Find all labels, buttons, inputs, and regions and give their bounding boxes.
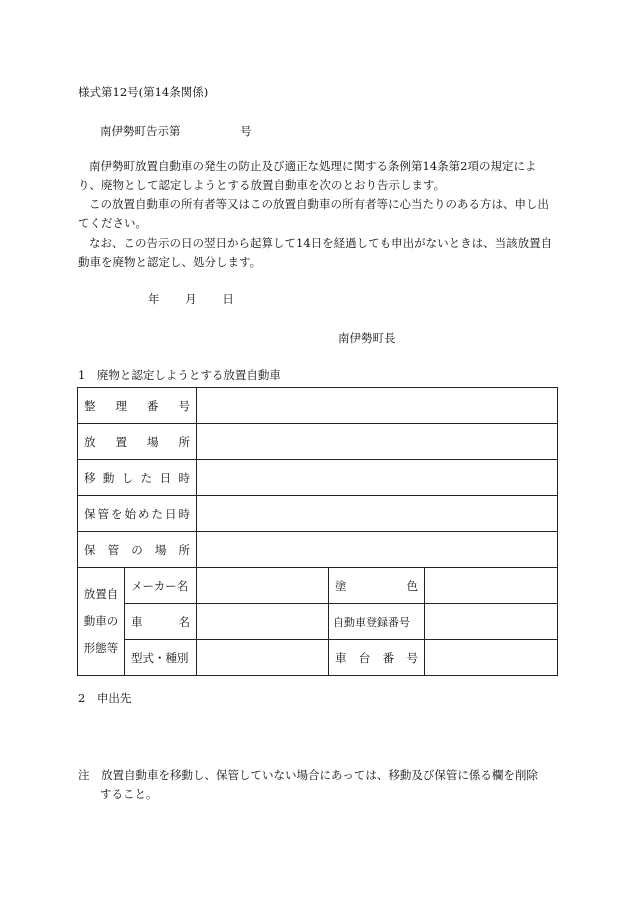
value-idou-nichiji[interactable] [197,460,558,496]
label-idou-nichiji: 移 動 し た 日 時 [78,460,197,496]
table-row [78,568,558,604]
section-2-heading: 2 申出先 [78,691,132,705]
table-row [78,640,558,676]
date-month: 月 [185,292,197,306]
form-number: 様式第12号(第14条関係) [78,85,209,99]
note: 注 放置自動車を移動し、保管していない場合にあっては、移動及び保管に係る欄を削除 [78,768,538,782]
label-paint: 塗 色 [329,568,425,604]
value-hokan-kaishi[interactable] [197,496,558,532]
value-paint[interactable] [425,568,558,604]
table-row [78,532,558,568]
value-chassis-number[interactable] [425,640,558,676]
value-hokan-basho[interactable] [197,532,558,568]
date-day: 日 [222,292,234,306]
label-car-name: 車 名 [125,604,197,640]
table-row [78,424,558,460]
table-row [78,460,558,496]
signatory: 南伊勢町長 [338,331,396,345]
label-hokan-basho: 保 管 の 場 所 [78,532,197,568]
vehicle-table [77,387,558,676]
table-row [78,604,558,640]
note-continued: すること。 [100,787,158,801]
paragraph-1: 南伊勢町放置自動車の発生の防止及び適正な処理に関する条例第14条第2項の規定により、廃物として認定しようとする放置自動車を次のとおり告示します。 [78,159,537,192]
paragraph-2: この放置自動車の所有者等又はこの放置自動車の所有者等に心当たりのある方は、申し出てください。 [78,197,549,230]
table-row [78,496,558,532]
value-car-name[interactable] [197,604,329,640]
label-maker: メーカー名 [125,568,197,604]
date-year: 年 [148,292,160,306]
label-model: 型式・種別 [125,640,197,676]
table-row [78,388,558,424]
notice-prefix: 南伊勢町告示第 [100,124,181,138]
label-chassis-number: 車 台 番 号 [329,640,425,676]
value-hochi-basho[interactable] [197,424,558,460]
notice-number-line [100,123,252,139]
value-maker[interactable] [197,568,329,604]
value-seiri-bango[interactable] [197,388,558,424]
label-registration: 自動車登録番号 [329,604,425,640]
date-line [148,291,234,307]
paragraph-3: なお、この告示の日の翌日から起算して14日を経過しても申出がないときは、当該放置自動車を廃物と認定し、処分します。 [78,236,553,269]
notice-suffix: 号 [240,124,252,138]
value-registration[interactable] [425,604,558,640]
label-vehicle-form-group: 放置自 動車の 形態等 [78,568,125,676]
label-hochi-basho: 放 置 場 所 [78,424,197,460]
section-1-heading: 1 廃物と認定しようとする放置自動車 [78,368,281,382]
value-model[interactable] [197,640,329,676]
label-hokan-kaishi: 保 管 を 始 め た 日 時 [78,496,197,532]
label-seiri-bango: 整 理 番 号 [78,388,197,424]
